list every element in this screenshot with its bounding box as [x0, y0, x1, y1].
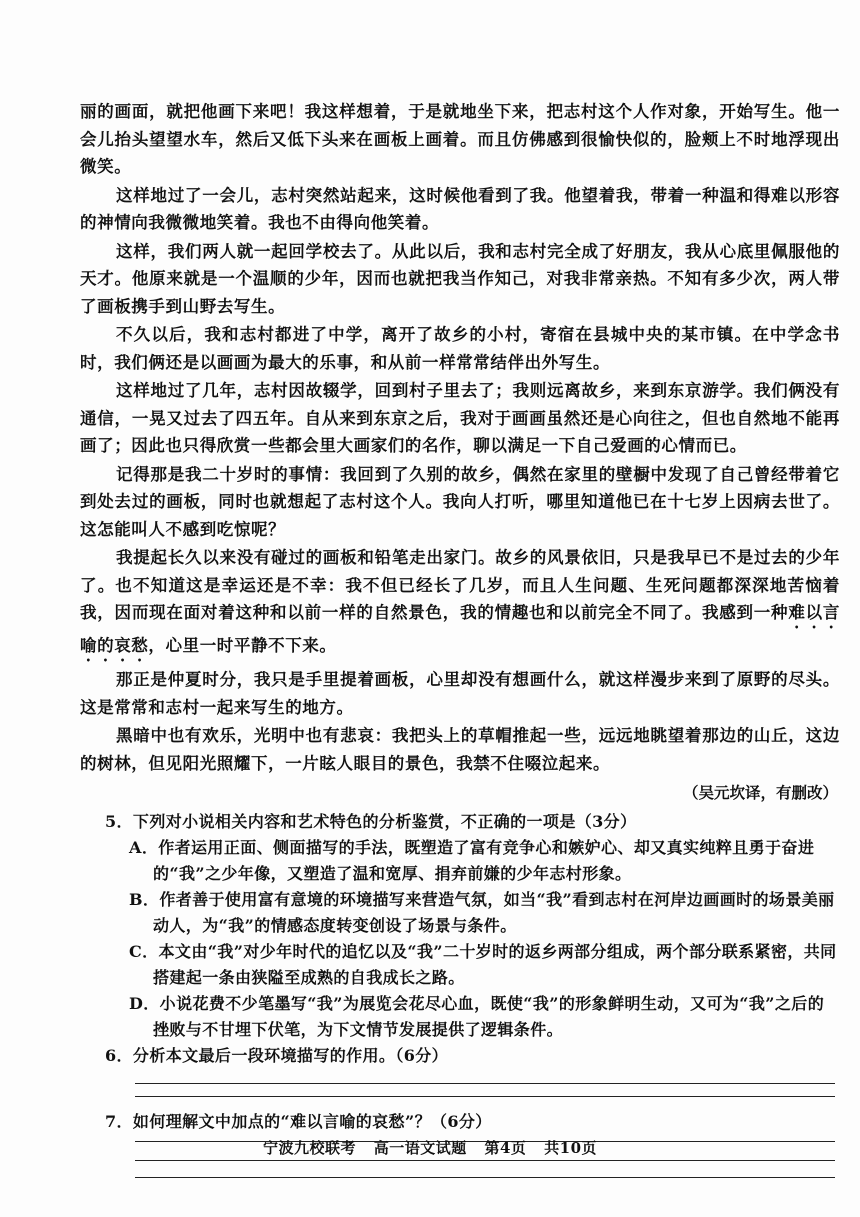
- footer-total: 共10页: [544, 1139, 598, 1157]
- passage-paragraph: 黑暗中也有欢乐，光明中也有悲哀：我把头上的草帽推起一些，远远地眺望着那边的山丘，这边的树林，但见阳光照耀下，一片眩人眼目的景色，我禁不住啜泣起来。: [80, 726, 840, 773]
- answer-line[interactable]: [135, 1160, 835, 1161]
- passage-paragraph: 那正是仲夏时分，我只是手里提着画板，心里却没有想画什么，就这样漫步来到了原野的尽头。这是常常和志村一起来写生的地方。: [80, 670, 840, 717]
- question-6-stem: 6．分析本文最后一段环境描写的作用。（6分）: [105, 1046, 449, 1065]
- page-content: [80, 98, 840, 1178]
- question-7-quoted: “难以言喻的哀愁”: [280, 1112, 415, 1131]
- question-5-option-a: A．作者运用正面、侧面描写的手法，既塑造了富有竞争心和嫉妒心、却又真实纯粹且勇于奋进的“我”之少年像，又塑造了温和宽厚、捐弃前嫌的少年志村形象。: [129, 838, 815, 883]
- page-footer: [0, 1137, 860, 1158]
- passage-paragraph: 记得那是我二十岁时的事情：我回到了久别的故乡，偶然在家里的壁橱中发现了自己曾经带着它到处去过的画板，同时也就想起了志村这个人。我向人打听，哪里知道他已在十七岁上因病去世了。这怎能叫人不感到吃惊呢？: [80, 464, 840, 539]
- passage-paragraph: 不久以后，我和志村都进了中学，离开了故乡的小村，寄宿在县城中央的某市镇。在中学念书时，我们俩还是以画画为最大的乐事，和从前一样常常结伴出外写生。: [80, 325, 840, 372]
- question-5-option-c: C．本文由“我”对少年时代的追忆以及“我”二十岁时的返乡两部分组成，两个部分联系紧密，共同搭建起一条由狭隘至成熟的自我成长之路。: [129, 942, 837, 987]
- footer-page: 第4页: [484, 1139, 527, 1157]
- question-7-suffix: ？（6分）: [414, 1112, 492, 1131]
- answer-line[interactable]: [135, 1177, 835, 1178]
- answer-line[interactable]: [135, 1096, 835, 1097]
- footer-exam: 高一语文试题: [373, 1139, 467, 1157]
- attribution: （吴元坎译，有删改）: [682, 783, 838, 802]
- passage-paragraph: 这样地过了一会儿，志村突然站起来，这时候他看到了我。他望着我，带着一种温和得难以形容的神情向我微微地笑着。我也不由得向他笑着。: [80, 185, 840, 232]
- question-7-stem: [105, 1109, 840, 1135]
- question-5-option-b: B．作者善于使用富有意境的环境描写来营造气氛，如当“我”看到志村在河岸边画画时的场景美丽动人，为“我”的情感态度转变创设了场景与条件。: [129, 890, 835, 935]
- passage-paragraph-with-emphasis: [80, 544, 840, 665]
- question-5-stem: 5．下列对小说相关内容和艺术特色的分析鉴赏，不正确的一项是（3分）: [105, 812, 637, 831]
- question-7-prefix: 7．如何理解文中加点的: [105, 1112, 281, 1131]
- passage-paragraph: 这样地过了几年，志村因故辍学，回到村子里去了；我则远离故乡，来到东京游学。我们俩没有通信，一晃又过去了四五年。自从来到东京之后，我对于画画虽然还是心向往之，但也自然地不能再画了；因此也只得欣赏一些都会里大画家们的名作，聊以满足一下自己爱画的心情而已。: [80, 381, 840, 455]
- question-5-option-d: D．小说花费不少笔墨写“我”为展览会花尽心血，既使“我”的形象鲜明生动，又可为“我”之后的挫败与不甘埋下伏笔，为下文情节发展提供了逻辑条件。: [129, 994, 825, 1039]
- answer-line[interactable]: [135, 1083, 835, 1084]
- emphasized-phrase: 难以言喻的哀愁: [80, 603, 840, 655]
- passage-paragraph: 这样，我们两人就一起回学校去了。从此以后，我和志村完全成了好朋友，我从心底里佩服他的天才。他原来就是一个温顺的少年，因而也就把我当作知己，对我非常亲热。不知有多少次，两人带了画板携手到山野去写生。: [80, 241, 840, 316]
- passage-paragraph-text: 我提起长久以来没有碰过的画板和铅笔走出家门。故乡的风景依旧，只是我早已不是过去的少年了。也不知道这是幸运还是不幸：我不但已经长了几岁，而且人生问题、生死问题都深深地苦恼着我，因而现在面对着这种和以前一样的自然景色，我的情趣也和以前完全不同了。我感到一种: [80, 548, 840, 622]
- footer-school: 宁波九校联考: [262, 1139, 356, 1157]
- passage-paragraph-tail: ，心里一时平静不下来。: [148, 636, 337, 655]
- questions-section: [80, 809, 840, 1178]
- passage-paragraph: 丽的画面，就把他画下来吧！我这样想着，于是就地坐下来，把志村这个人作对象，开始写生。他一会儿抬头望望水车，然后又低下头来在画板上画着。而且仿佛感到很愉快似的，脸颊上不时地浮现出微笑。: [80, 102, 840, 176]
